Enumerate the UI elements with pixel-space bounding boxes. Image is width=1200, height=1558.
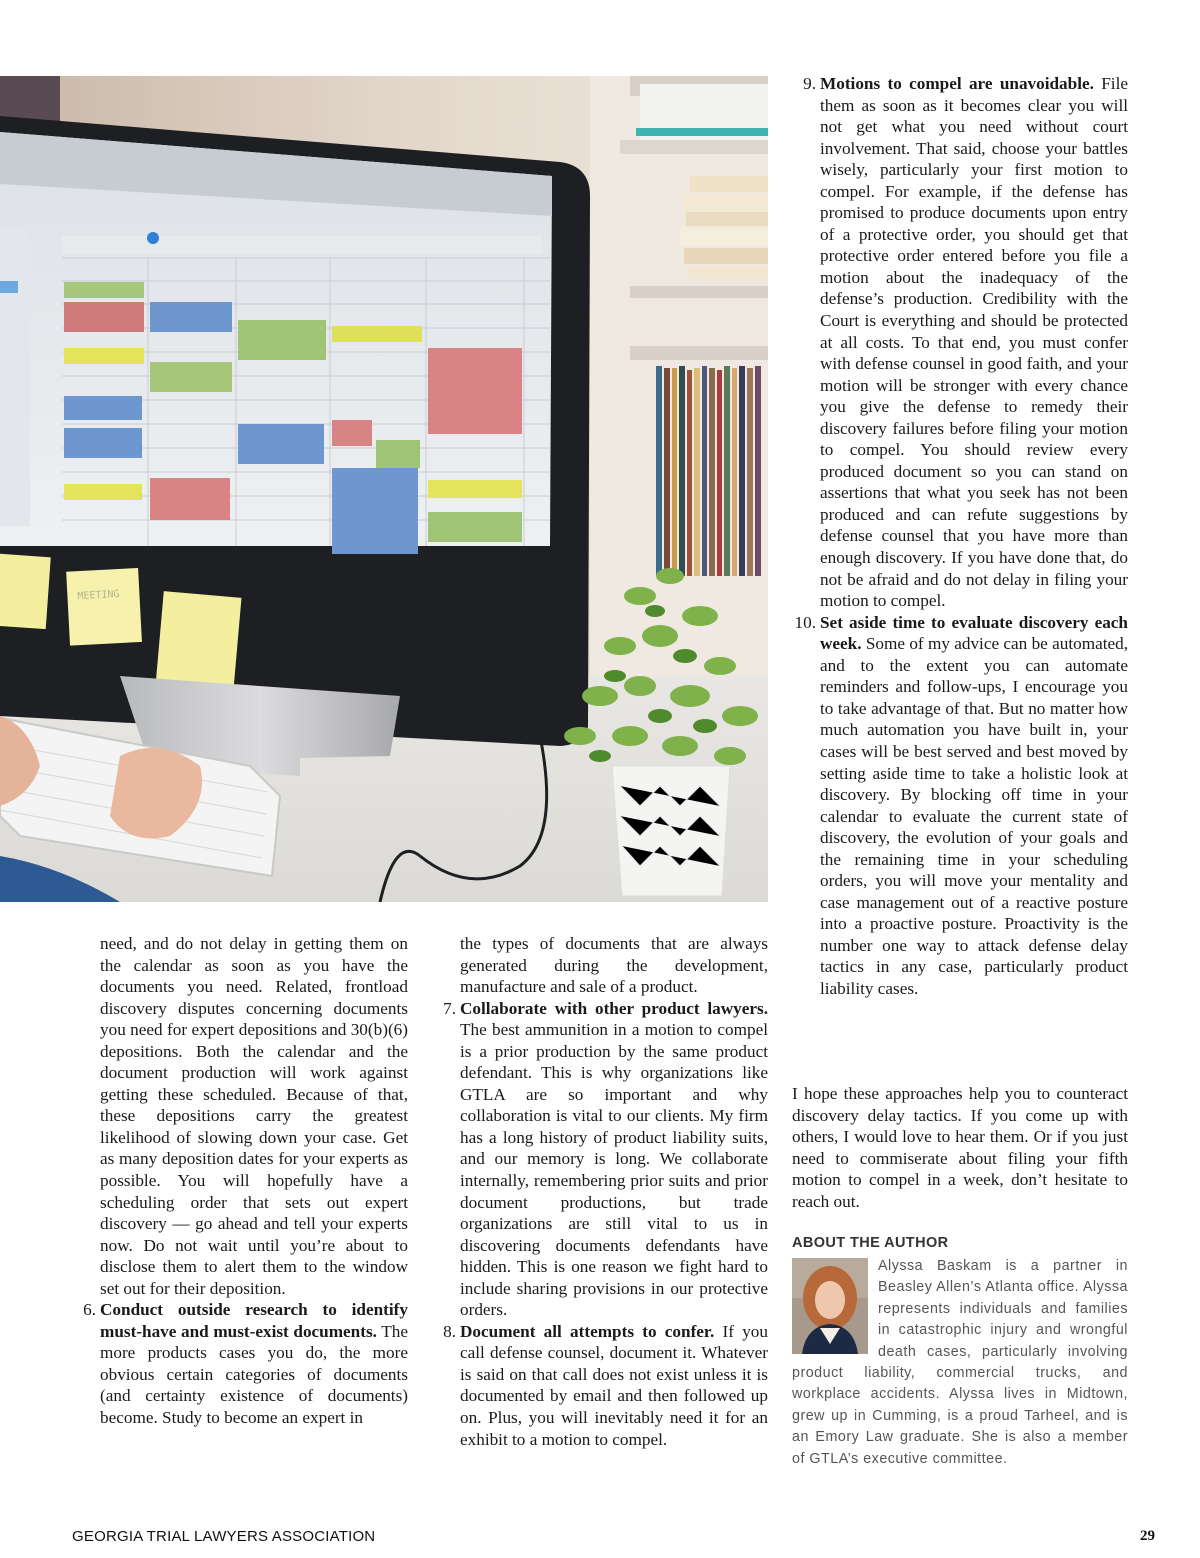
- list-item-text: File them as soon as it becomes clear you will not get what you need without court involvement. That said, choose your battles wisely, particularly your first motion to compel. For example, if the defense has promised to produce documents upon entry of a protective order, you should get that protective order entered before you file a motion about the inadequacy of the defense’s production. Credibility with the Court is everything and should be protected at all costs. To that end, you must confer with defense counsel in good faith, and your motion will be stronger with every chance you give the defense to remedy their discovery failures before filing your motion to compel. You should review every produced document so you can stand on assertions that what you seek has not been produced and can refute suggestions by defense counsel that you have more than enough discovery. If you have done that, do not be afraid and do not delay in filing your motion to compel.: [820, 74, 1128, 611]
- list-number: 9.: [803, 74, 816, 93]
- column-3: [794, 73, 1128, 1000]
- list-item-heading: Conduct outside research to identify must-have and must-exist documents.: [100, 1300, 408, 1341]
- paragraph-continued: the types of documents that are always generated during the development, manufacture and sale of a product.: [460, 934, 768, 997]
- about-author-heading: ABOUT THE AUTHOR: [792, 1235, 949, 1251]
- list-item-text: If you call defense counsel, document it. Whatever is said on that call does not exist unless it is documented by email and then followed up on. Plus, you will inevitably need it for an exhibit to a motion to compel.: [460, 1321, 768, 1449]
- list-number: 10.: [794, 612, 816, 632]
- author-bio-text: Alyssa Baskam is a partner in Beasley Allen’s Atlanta office. Alyssa represents individuals and families in catastrophic injury and wrongful death cases, particularly involving product liability, commercial trucks, and workplace accidents. Alyssa lives in Midtown, grew up in Cumming, is a proud Tarheel, and is an Emory Law graduate. She is also a member of GTLA’s executive committee.: [792, 1258, 1128, 1467]
- sticky-note-text: MEETING: [77, 588, 120, 603]
- photo-spacer: [792, 1256, 878, 1362]
- list-number: 6.: [83, 1300, 96, 1320]
- list-item-7: [443, 998, 768, 1321]
- list-item-heading: Motions to compel are unavoidable.: [820, 74, 1094, 93]
- author-bio: [792, 1256, 1128, 1470]
- list-number: 7.: [443, 998, 456, 1018]
- closing-paragraph: I hope these approaches help you to counteract discovery delay tactics. If you come up with others, I would love to hear them. Or if you just need to commiserate about filing your fifth motion to compel in a week, don’t hesitate to reach out.: [792, 1084, 1128, 1211]
- list-item-10: [794, 612, 1128, 1000]
- column-1: [83, 933, 408, 1429]
- list-item-text: Some of my advice can be automated, and to the extent you can automate reminders and follow-ups, I encourage you to take advantage of that. But no matter how much automation you have built in, your cases will be best served and best moved by setting aside time to take a holistic look at discovery. By blocking off time in your calendar to evaluate the current state of discovery, the evolution of your goals and the remaining time in your scheduling orders, you will move your mentality and case management out of a reactive posture into a proactive posture. Proactivity is the number one way to attack defense delay tactics in any case, particularly product liability cases.: [820, 634, 1128, 998]
- footer-publication-name: GEORGIA TRIAL LAWYERS ASSOCIATION: [72, 1528, 376, 1545]
- column-2: [443, 933, 768, 1450]
- list-item-text: The more products cases you do, the more obvious certain categories of documents (and certainty existence of documents) become. Study to become an expert in: [100, 1321, 408, 1428]
- list-item-8: [443, 1321, 768, 1450]
- paragraph-continued: need, and do not delay in getting them on the calendar as soon as you have the documents you need. Related, frontload discovery disputes concerning documents you need for expert depositions and 30(b)(6) depositions. Both the calendar and the document production will work against getting these scheduled. Because of that, these depositions carry the greatest likelihood of slowing down your case. Get as many deposition dates for your experts as possible. You will hopefully have a scheduling order that sets out expert discovery — go ahead and tell your experts now. Do not wait until you’re about to disclose them to alert them to the window set out for their deposition.: [100, 934, 408, 1298]
- list-item-text: The best ammunition in a motion to compel is a prior production by the same product defendant. This is why organizations like GTLA are so important and why collaboration is vital to our clients. My firm has a long history of product liability suits, and our memory is long. We collaborate internally, remembering prior suits and prior document productions, but trade organizations are still vital to us in discovering documents defendants have hidden. This is one reason we fight hard to include sharing provisions in our protective orders.: [460, 1020, 768, 1320]
- list-item-heading: Document all attempts to confer.: [460, 1321, 715, 1341]
- list-item-heading: Collaborate with other product lawyers.: [460, 998, 768, 1018]
- list-item-6: [83, 1299, 408, 1428]
- page-number: 29: [1140, 1528, 1155, 1544]
- photo-desk-calendar-monitor: [0, 76, 768, 902]
- list-item-heading: Set aside time to evaluate discovery each week.: [820, 612, 1128, 654]
- list-number: 8.: [443, 1321, 456, 1341]
- list-item-9: [803, 73, 1128, 612]
- article-photo: [0, 76, 768, 902]
